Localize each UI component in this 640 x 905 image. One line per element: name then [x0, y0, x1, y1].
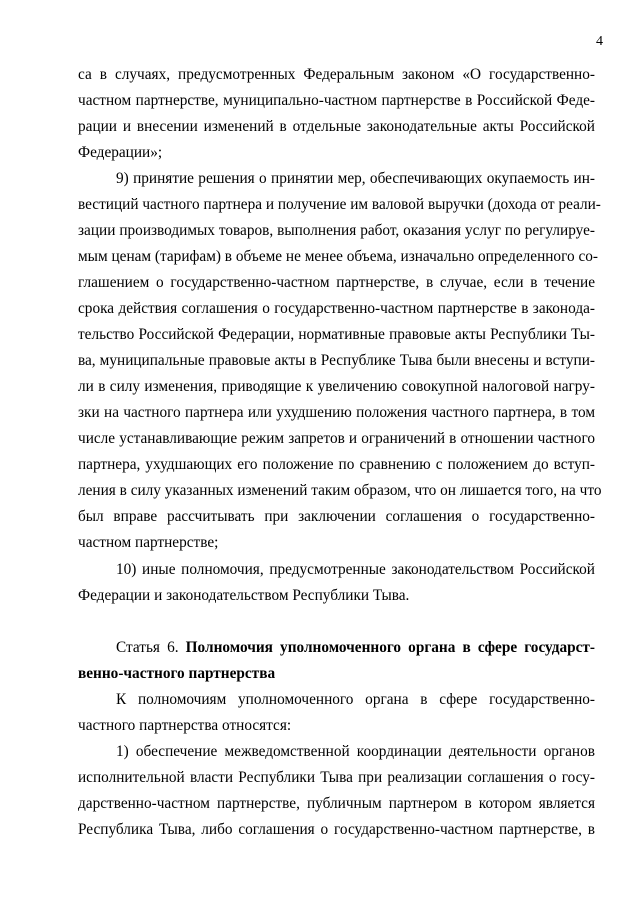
paragraph-line: зации производимых товаров, выполнения работ, оказания услуг по регулируе- — [78, 222, 595, 239]
paragraph-line: исполнительной власти Республики Тыва при реализации соглашения о госу- — [78, 769, 595, 786]
paragraph-line: Республика Тыва, либо соглашения о государственно-частном партнерстве, в — [78, 821, 595, 838]
paragraph-line: Федерации и законодательством Республики Тыва. — [78, 587, 410, 604]
paragraph-line: са в случаях, предусмотренных Федеральным законом «О государственно- — [78, 66, 595, 83]
article-label: Статья 6. — [116, 639, 179, 656]
paragraph-line: срока действия соглашения о государственно-частном партнерстве в законода- — [78, 300, 595, 317]
paragraph-line: дарственно-частном партнерстве, публичным партнером в котором является — [78, 795, 595, 812]
paragraph-line: 10) иные полномочия, предусмотренные законодательством Российской — [116, 561, 595, 578]
paragraph-line: 1) обеспечение межведомственной координации деятельности органов — [116, 743, 595, 760]
paragraph-line: вестиций частного партнера и получение им валовой выручки (дохода от реали- — [78, 196, 601, 213]
paragraph-line: частном партнерстве, муниципально-частном партнерстве в Российской Феде- — [78, 92, 595, 109]
paragraph-line: 9) принятие решения о принятии мер, обеспечивающих окупаемость ин- — [116, 170, 595, 187]
article-title: Полномочия уполномоченного органа в сфере государст- — [185, 639, 596, 656]
paragraph-line: числе устанавливающие режим запретов и ограничений в отношении частного — [78, 430, 595, 447]
paragraph-line: Федерации»; — [78, 144, 163, 161]
paragraph-line: частном партнерстве; — [78, 534, 219, 551]
paragraph-line: ва, муниципальные правовые акты в Республике Тыва были внесены и вступи- — [78, 352, 595, 369]
paragraph-line: рации и внесении изменений в отдельные законодательные акты Российской — [78, 118, 595, 135]
paragraph-line: глашением о государственно-частном партнерстве, в случае, если в течение — [78, 274, 595, 291]
article-heading — [116, 639, 595, 657]
paragraph-line: тельство Российской Федерации, нормативные правовые акты Республики Ты- — [78, 326, 595, 343]
article-title-continued: венно-частного партнерства — [78, 665, 276, 682]
paragraph-line: частного партнерства относятся: — [78, 717, 292, 734]
paragraph-line: партнера, ухудшающих его положение по сравнению с положением до вступ- — [78, 456, 595, 473]
paragraph-line: мым ценам (тарифам) в объеме не менее объема, изначально определенного со- — [78, 248, 598, 265]
paragraph-line: К полномочиям уполномоченного органа в сфере государственно- — [116, 691, 595, 708]
paragraph-line: ли в силу изменения, приводящие к увеличению совокупной налоговой нагру- — [78, 378, 595, 395]
page-number: 4 — [596, 34, 603, 49]
paragraph-line: ления в силу указанных изменений таким образом, что он лишается того, на что — [78, 482, 602, 499]
paragraph-line: зки на частного партнера или ухудшению положения частного партнера, в том — [78, 404, 595, 421]
paragraph-line: был вправе рассчитывать при заключении соглашения о государственно- — [78, 508, 595, 525]
